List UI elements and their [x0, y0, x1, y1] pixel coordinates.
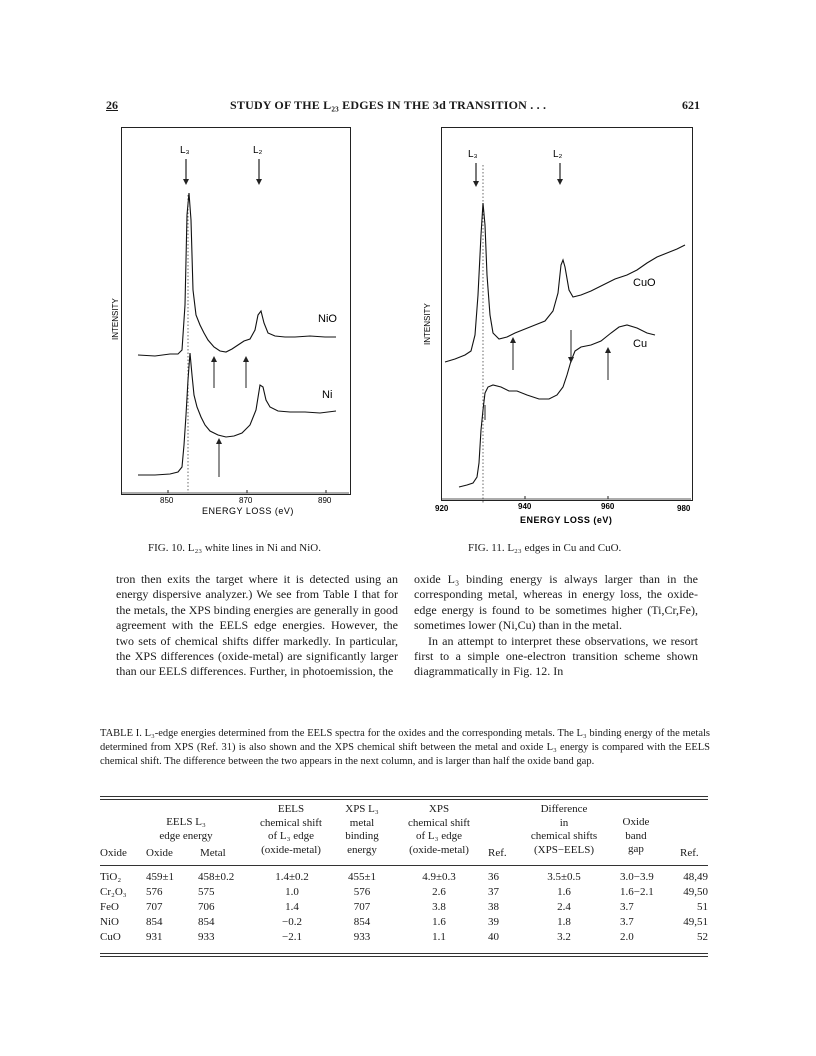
table-cell-ref2: 48,49 — [683, 871, 708, 883]
th-eels-group2: edge energy — [159, 829, 213, 842]
th-oxide-sub: Oxide — [146, 847, 173, 859]
th-diff-4: (XPS−EELS) — [534, 843, 594, 856]
fig10-tick-850: 850 — [160, 496, 174, 505]
body-col1-paragraph: tron then exits the target where it is detected using an energy dispersive analyzer.) We see from Table I that for the metals, the XPS binding energies are generally in good agreement with the EELS edge energies. However, the two sets of chemical shifts differ markedly. In particular, the XPS differences (oxide-metal) are significantly larger than our EELS differences. Further, in photoemission, the — [116, 572, 398, 679]
th-diff-3: chemical shifts — [530, 830, 598, 842]
table-cell-xps-metal: 455±1 — [347, 871, 377, 883]
fig11-tick-980: 980 — [677, 504, 691, 513]
th-xps-l3-3: binding — [345, 830, 379, 842]
table-cell-eels-oxide: 459±1 — [146, 871, 175, 883]
table-cell-diff: 1.8 — [557, 916, 571, 928]
th-gap-1: Oxide — [622, 816, 650, 828]
table-cell-gap: 3.0−3.9 — [620, 871, 654, 883]
table-cell-eels-metal: 458±0.2 — [198, 871, 235, 883]
table-cell-ref2: 51 — [697, 901, 708, 913]
table-cell-eels-metal: 933 — [198, 931, 215, 943]
th-gap-3: gap — [628, 843, 644, 855]
table-cell-eels-shift: 1.0 — [285, 886, 299, 898]
fig10-nio-spectrum — [138, 193, 336, 356]
table-cell-ref: 37 — [488, 886, 499, 898]
table-cell-gap: 1.6−2.1 — [620, 886, 654, 898]
table-row — [100, 916, 708, 931]
fig10-tick-890: 890 — [318, 496, 332, 505]
th-xps-l3-1: XPS L₃ — [345, 803, 379, 815]
body-col2-paragraph-2: In an attempt to interpret these observations, we resort first to a simple one-electron transition scheme shown diagrammatically in Fig. 12. In — [414, 633, 698, 679]
table-cell-oxide: Cr₂O₃ — [100, 886, 127, 898]
table-top-rule — [100, 796, 708, 797]
figure-10-caption: FIG. 10. L₂₃ white lines in Ni and NiO. — [148, 542, 321, 554]
page-number: 621 — [682, 98, 700, 112]
th-xps-cs-1: XPS — [428, 803, 450, 815]
table-cell-ref2: 52 — [697, 931, 708, 943]
th-diff-2: in — [559, 816, 569, 829]
table-cell-ref: 36 — [488, 871, 499, 883]
th-ref2: Ref. — [680, 847, 699, 859]
table-cell-ref2: 49,50 — [683, 886, 708, 898]
th-eels-cs-4: (oxide-metal) — [261, 843, 321, 856]
table-cell-xps-metal: 576 — [353, 886, 371, 898]
figure-10-plot — [100, 125, 360, 525]
th-eels-cs-1: EELS — [277, 803, 305, 815]
table-cell-eels-metal: 575 — [198, 886, 215, 898]
table-cell-eels-metal: 706 — [198, 901, 215, 913]
table-cell-xps-shift: 1.6 — [432, 916, 446, 928]
table-cell-xps-shift: 4.9±0.3 — [422, 871, 456, 883]
fig11-xlabel: ENERGY LOSS (eV) — [520, 515, 613, 525]
table-cell-eels-oxide: 854 — [146, 916, 163, 928]
body-col2-paragraph-1: oxide L₃ binding energy is always larger than in the corresponding metal, whereas in energy loss, the oxide-edge energy is found to be sometimes higher (Ti,Cr,Fe), sometimes lower (Ni,Cu) than in the metal. — [414, 572, 698, 633]
table-cell-eels-shift: −2.1 — [282, 931, 302, 943]
table-row — [100, 901, 708, 916]
table-cell-xps-metal: 707 — [353, 901, 371, 913]
th-eels-group: EELS L₃ — [166, 816, 206, 828]
fig11-tick-920: 920 — [435, 504, 449, 513]
table-cell-oxide: FeO — [100, 901, 119, 913]
table-body — [100, 871, 708, 946]
table-cell-ref: 38 — [488, 901, 499, 913]
fig10-ylabel: INTENSITY — [111, 298, 120, 340]
table-row — [100, 886, 708, 901]
table-cell-oxide: NiO — [100, 916, 119, 928]
body-column-left — [116, 572, 398, 680]
table-cell-oxide: TiO₂ — [100, 871, 122, 883]
table-cell-diff: 3.5±0.5 — [547, 871, 581, 883]
fig10-nio-label: NiO — [318, 313, 337, 325]
table-header — [100, 803, 708, 863]
table-cell-eels-shift: −0.2 — [282, 916, 302, 928]
fig11-tick-960: 960 — [601, 502, 615, 511]
th-oxide: Oxide — [100, 847, 127, 859]
fig11-cu-spectrum — [459, 325, 655, 487]
table-cell-gap: 2.0 — [620, 931, 634, 943]
th-metal-sub: Metal — [200, 847, 226, 859]
table-cell-xps-metal: 933 — [353, 931, 371, 943]
fig11-cu-label: Cu — [633, 338, 648, 350]
table-top-rule-2 — [100, 799, 708, 800]
fig11-l2-label: L₂ — [553, 149, 563, 160]
th-xps-l3-2: metal — [349, 816, 375, 829]
table-cell-oxide: CuO — [100, 931, 121, 943]
fig11-cuo-label: CuO — [633, 277, 656, 289]
fig10-ni-spectrum — [138, 353, 336, 475]
th-xps-cs-2: chemical shift — [407, 816, 470, 829]
table-cell-eels-shift: 1.4±0.2 — [275, 871, 309, 883]
fig11-ylabel: INTENSITY — [423, 303, 432, 345]
fig11-tick-940: 940 — [518, 502, 532, 511]
th-ref: Ref. — [488, 847, 507, 859]
figure-11-caption: FIG. 11. L₂₃ edges in Cu and CuO. — [468, 542, 622, 554]
th-xps-cs-3: of L₃ edge — [416, 830, 462, 842]
volume-number: 26 — [106, 98, 118, 112]
th-xps-l3-4: energy — [347, 843, 377, 856]
table-cell-eels-oxide: 931 — [146, 931, 163, 943]
table-cell-eels-metal: 854 — [198, 916, 215, 928]
th-eels-cs-2: chemical shift — [259, 816, 322, 829]
table-cell-diff: 3.2 — [557, 931, 571, 943]
fig11-l3-label: L₃ — [468, 149, 478, 160]
table-header-rule — [100, 865, 708, 866]
th-xps-cs-4: (oxide-metal) — [409, 843, 469, 856]
table-cell-eels-shift: 1.4 — [285, 901, 299, 913]
table-cell-gap: 3.7 — [620, 901, 634, 913]
table-cell-xps-shift: 2.6 — [432, 886, 446, 898]
fig10-l2-label: L₂ — [253, 145, 263, 156]
th-eels-cs-3: of L₃ edge — [268, 830, 314, 842]
table-cell-xps-shift: 1.1 — [432, 931, 446, 943]
table-cell-ref2: 49,51 — [683, 916, 708, 928]
fig10-tick-870: 870 — [239, 496, 253, 505]
table-caption: TABLE I. L₃-edge energies determined from the EELS spectra for the oxides and the corresponding metals. The L₃ binding energy of the metals determined from XPS (Ref. 31) is also shown and the XPS chemical shift between the metal and oxide L₃ energy is compared with the EELS chemical shift. The difference between the two appears in the next column, and is larger than half the oxide band gap. — [100, 728, 710, 767]
table-cell-gap: 3.7 — [620, 916, 634, 928]
fig10-l3-label: L₃ — [180, 145, 190, 156]
table-cell-ref: 39 — [488, 916, 499, 928]
table-cell-diff: 2.4 — [557, 901, 571, 913]
fig10-ni-label: Ni — [322, 389, 333, 401]
table-cell-eels-oxide: 707 — [146, 901, 163, 913]
table-cell-xps-metal: 854 — [353, 916, 371, 928]
table-bottom-rule-2 — [100, 956, 708, 957]
table-cell-ref: 40 — [488, 931, 499, 943]
th-diff-1: Difference — [540, 803, 588, 815]
table-bottom-rule — [100, 953, 708, 954]
th-gap-2: band — [625, 829, 647, 842]
table-cell-xps-shift: 3.8 — [432, 901, 446, 913]
table-row — [100, 931, 708, 946]
table-cell-eels-oxide: 576 — [146, 886, 163, 898]
running-title: STUDY OF THE L₂₃ EDGES IN THE 3d TRANSITION . . . — [230, 98, 547, 112]
figure-11-plot — [415, 125, 715, 535]
table-row — [100, 871, 708, 886]
table-cell-diff: 1.6 — [557, 886, 571, 898]
body-column-right — [414, 572, 698, 680]
fig10-xlabel: ENERGY LOSS (eV) — [202, 506, 294, 516]
